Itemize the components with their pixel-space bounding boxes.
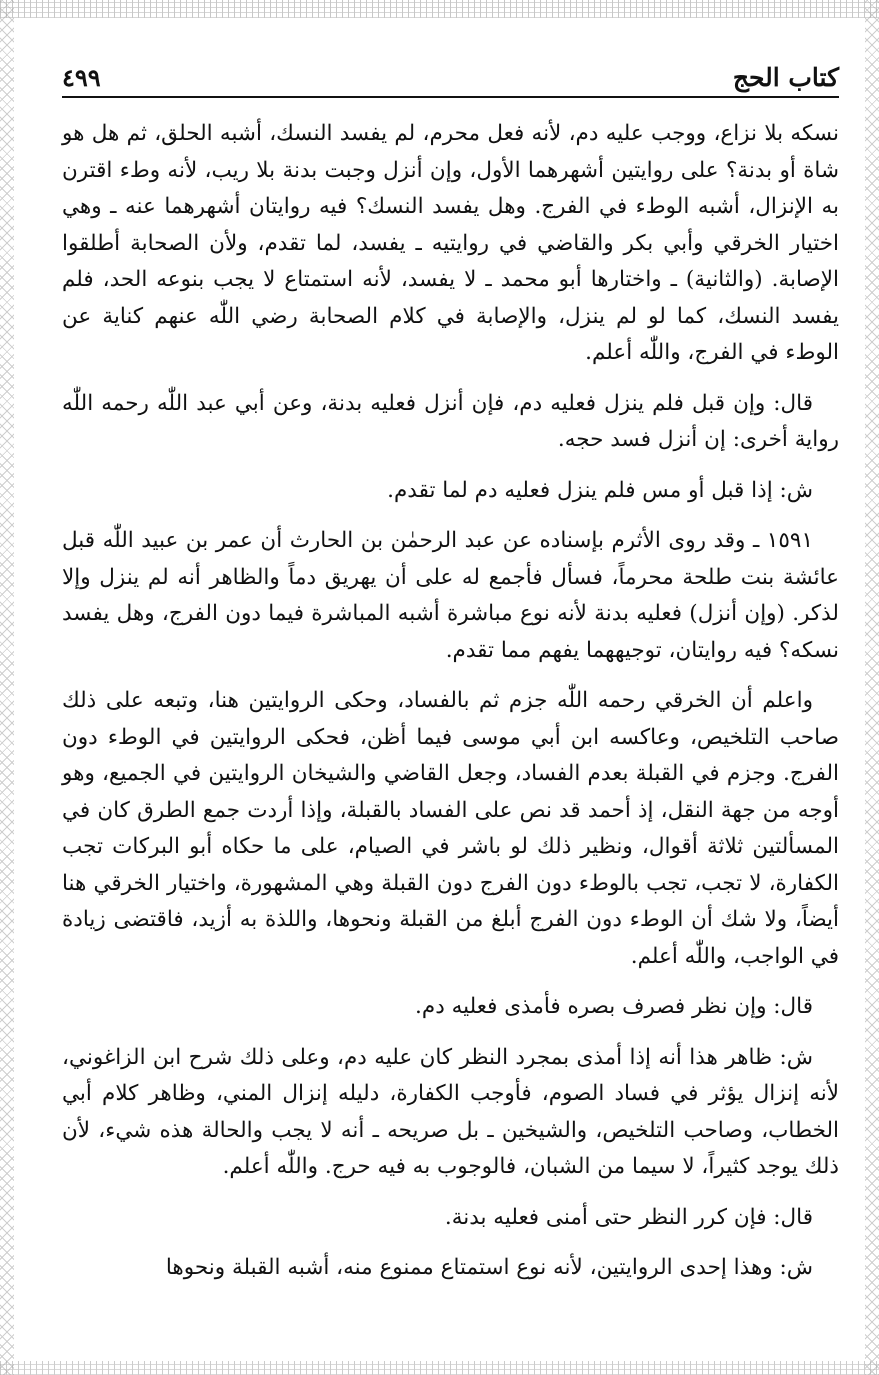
paragraph-sharh-repeat-gaze: ش: وهذا إحدى الروايتين، لأنه نوع استمتاع ممنوع منه، أشبه القبلة ونحوها xyxy=(165,1255,813,1280)
page-border-right xyxy=(865,0,879,1375)
page-body xyxy=(62,116,839,1355)
paragraph-sharh-kiss: ش: إذا قبل أو مس فلم ينزل فعليه دم لما تقدم. xyxy=(387,477,813,503)
paragraph-discussion: واعلم أن الخرقي رحمه اللّٰه جزم ثم بالفساد، وحكى الروايتين هنا، وتبعه على ذلك صاحب التلخيص، وعاكسه ابن أبي موسى فيما أظن، فحكى الروايتين في الوطء دون الفرج. وجزم في القبلة بعدم الفساد، وجعل القاضي والشيخان الروايتين في الجميع، وهو أوجه من جهة النقل، إذ أحمد قد نص على الفساد بالقبلة، وإذا أردت جمع الطرق كان في المسألتين ثلاثة أقوال، ونظير ذلك لو باشر في الصيام، على ما حكاه أبو البركات تجب الكفارة، لا تجب، تجب بالوطء دون الفرج دون القبلة وهي المشهورة، واختيار الخرقي هنا أيضاً، ولا شك أن الوطء دون الفرج أبلغ من القبلة ونحوها، واللذة به أزيد، فاقتضى زيادة في الواجب، واللّٰه أعلم. xyxy=(62,688,839,969)
paragraph-hadith-1591: ١٥٩١ ـ وقد روى الأثرم بإسناده عن عبد الرحمٰن بن الحارث أن عمر بن عبيد اللّٰه قبل عائشة بنت طلحة محرماً، فسأل فأجمع له على أن يهريق دماً والظاهر أنه لم ينزل وإلا لذكر. (وإن أنزل) فعليه بدنة لأنه نوع مباشرة أشبه المباشرة فيما دون الفرج، وهل يفسد نسكه؟ فيه روايتان، توجيههما يفهم مما تقدم. xyxy=(62,528,839,663)
paragraph-qala-gaze: قال: وإن نظر فصرف بصره فأمذى فعليه دم. xyxy=(415,994,813,1019)
page-border-bottom xyxy=(0,1361,879,1375)
paragraph-qala-kiss: قال: وإن قبل فلم ينزل فعليه دم، فإن أنزل فعليه بدنة، وعن أبي عبد اللّٰه رحمه اللّٰه رواية أخرى: إن أنزل فسد حجه. xyxy=(62,390,839,452)
paragraph-sharh-gaze: ش: ظاهر هذا أنه إذا أمذى بمجرد النظر كان عليه دم، وعلى ذلك شرح ابن الزاغوني، لأنه إنزال يؤثر في فساد الصوم، فأوجب الكفارة، دليله إنزال المني، وظاهر كلام أبي الخطاب، وصاحب التلخيص، والشيخين ـ بل صريحه ـ أنه لا يجب والحالة هذه شيء، لأن ذلك يوجد كثيراً، لا سيما من الشبان، فالوجوب به فيه حرج. واللّٰه أعلم. xyxy=(62,1044,839,1179)
page-border-top xyxy=(0,0,879,18)
paragraph-continuation: نسكه بلا نزاع، ووجب عليه دم، لأنه فعل محرم، لم يفسد النسك، أشبه الحلق، ثم هل هو شاة أو بدنة؟ على روايتين أشهرهما الأول، وإن أنزل وجبت بدنة بلا ريب، لأنه وطء اقترن به الإنزال، أشبه الوطء في الفرج. وهل يفسد النسك؟ فيه روايتان أشهرهما عنه ـ وهي اختيار الخرقي وأبي بكر والقاضي في روايتيه ـ يفسد، لما تقدم، ولأن الصحابة أطلقوا الإصابة. (والثانية) ـ واختارها أبو محمد ـ لا يفسد، لأنه استمتاع لا يجب بنوعه الحد، فلم يفسد النسك، كما لو لم ينزل، والإصابة في كلام الصحابة رضي اللّٰه عنهم كناية عن الوطء في الفرج، واللّٰه أعلم. xyxy=(62,121,839,365)
paragraph-qala-repeat-gaze: قال: فإن كرر النظر حتى أمنى فعليه بدنة. xyxy=(444,1204,813,1230)
book-title: كتاب الحج xyxy=(732,63,839,92)
page-header xyxy=(62,56,839,98)
page-border-left xyxy=(0,0,14,1375)
page-number: ٤٩٩ xyxy=(62,63,101,92)
